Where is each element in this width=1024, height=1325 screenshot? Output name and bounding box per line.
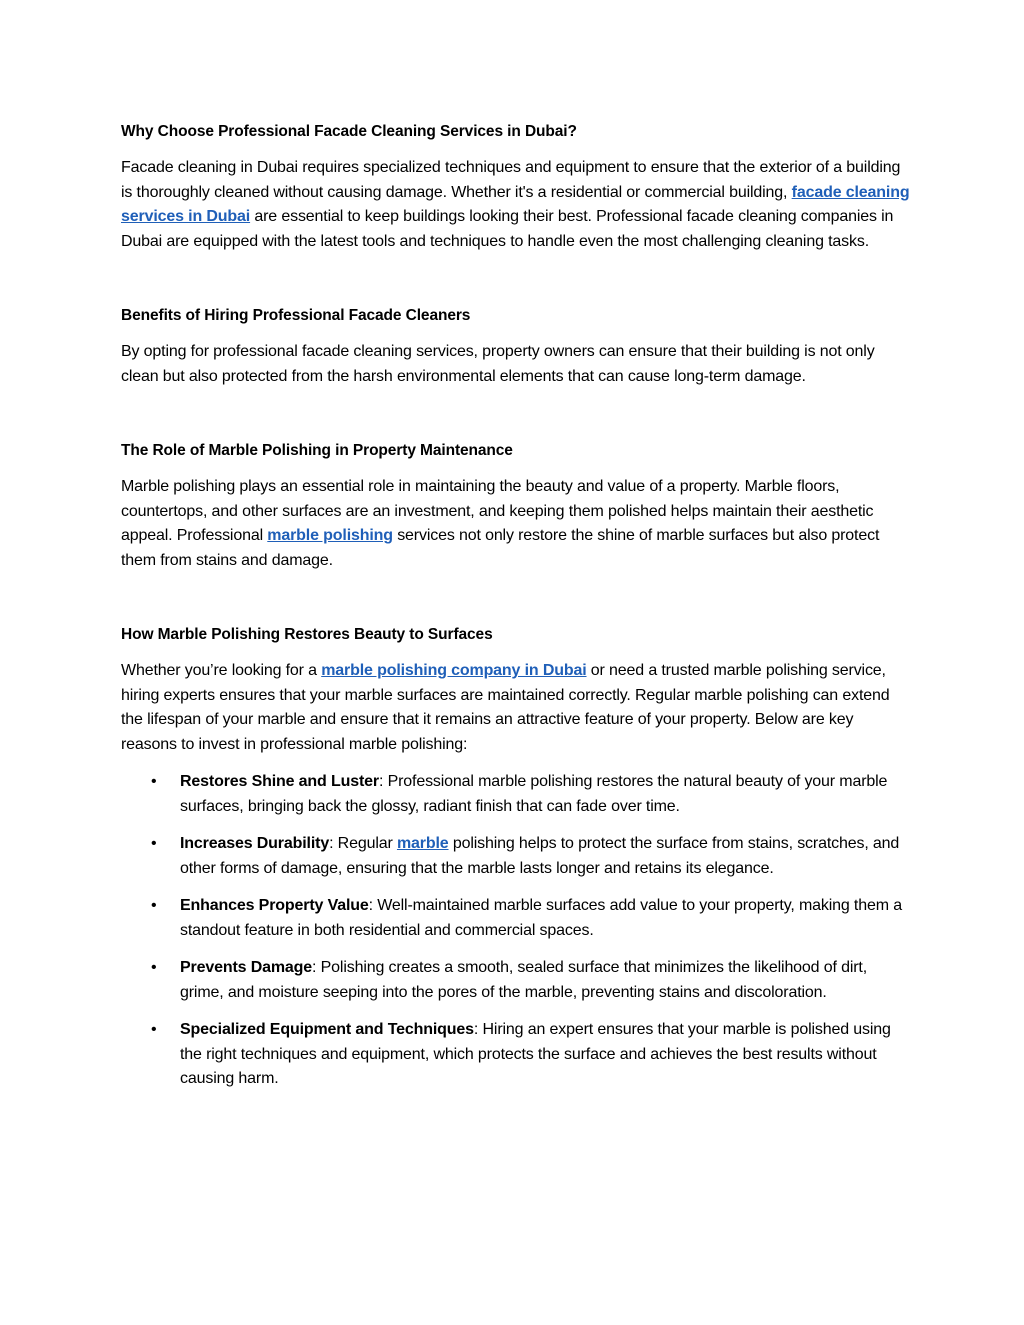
list-item-title: Enhances Property Value [180, 897, 369, 914]
list-item-text: : Polishing creates a smooth, sealed surface that minimizes the likelihood of dirt, grime, and moisture seeping into the pores of the marble, preventing stains and discoloration. [180, 959, 867, 1001]
marble-link[interactable]: marble [396, 835, 449, 852]
list-item [121, 1018, 911, 1092]
paragraph-text: services not only restore the shine of marble surfaces but also protect them from stains and damage. [121, 527, 880, 569]
list-item-text: polishing helps to protect the surface from stains, scratches, and other forms of damage, ensuring that the marble lasts longer and retains its elegance. [180, 835, 900, 877]
section-heading: Why Choose Professional Facade Cleaning Services in Dubai? [121, 123, 577, 140]
benefits-list [121, 770, 911, 1092]
section-paragraph [121, 475, 911, 573]
document-page [121, 120, 911, 1105]
paragraph-text: Marble polishing plays an essential role in maintaining the beauty and value of a property. Marble floors, countertops, and other surfaces are an investment, and keeping them polished helps maintain their aesthetic appeal. Professional [121, 478, 874, 544]
section-paragraph [121, 659, 911, 757]
list-item [121, 832, 911, 881]
list-item-title: Prevents Damage [180, 959, 313, 976]
section-heading: How Marble Polishing Restores Beauty to Surfaces [121, 626, 493, 643]
bullet-icon: • [151, 835, 157, 852]
section-benefits [121, 304, 911, 389]
marble-polishing-link[interactable]: marble polishing [267, 527, 393, 544]
marble-polishing-company-link[interactable]: marble polishing company in Dubai [321, 662, 587, 679]
list-item [121, 770, 911, 819]
list-item [121, 894, 911, 943]
list-item-text: : Hiring an expert ensures that your marble is polished using the right techniques and equipment, which protects the surface and achieves the best results without causing harm. [180, 1021, 891, 1087]
section-paragraph: By opting for professional facade cleaning services, property owners can ensure that their building is not only clean but also protected from the harsh environmental elements that can cause long-term damage. [121, 343, 875, 385]
section-heading: The Role of Marble Polishing in Property Maintenance [121, 442, 513, 459]
section-why-choose [121, 120, 911, 254]
paragraph-text: Whether you’re looking for a [121, 662, 322, 679]
bullet-icon: • [151, 897, 157, 914]
bullet-icon: • [151, 773, 157, 790]
facade-cleaning-link[interactable]: facade cleaning services in Dubai [121, 183, 910, 225]
section-marble-role [121, 439, 911, 573]
list-item-title: Increases Durability [180, 835, 330, 852]
section-paragraph [121, 156, 911, 254]
list-item-text: : Professional marble polishing restores the natural beauty of your marble surfaces, bringing back the glossy, radiant finish that can fade over time. [180, 773, 888, 815]
bullet-icon: • [151, 1021, 157, 1038]
bullet-icon: • [151, 959, 157, 976]
list-item-text: : Regular [329, 835, 397, 852]
section-how-marble-restores [121, 623, 911, 1092]
list-item-text: : Well-maintained marble surfaces add value to your property, making them a standout feature in both residential and commercial spaces. [180, 897, 902, 939]
paragraph-text: Facade cleaning in Dubai requires specialized techniques and equipment to ensure that the exterior of a building is thoroughly cleaned without causing damage. Whether it's a residential or commercial building, [121, 159, 901, 201]
section-heading: Benefits of Hiring Professional Facade Cleaners [121, 307, 471, 324]
paragraph-text: are essential to keep buildings looking their best. Professional facade cleaning companies in Dubai are equipped with the latest tools and techniques to handle even the most challenging cleaning tasks. [121, 208, 894, 250]
list-item [121, 956, 911, 1005]
paragraph-text: or need a trusted marble polishing service, hiring experts ensures that your marble surfaces are maintained correctly. Regular marble polishing can extend the lifespan of your marble and ensure that it remains an attractive feature of your property. Below are key reasons to invest in professional marble polishing: [121, 662, 890, 753]
list-item-title: Restores Shine and Luster [180, 773, 379, 790]
list-item-title: Specialized Equipment and Techniques [180, 1021, 474, 1038]
